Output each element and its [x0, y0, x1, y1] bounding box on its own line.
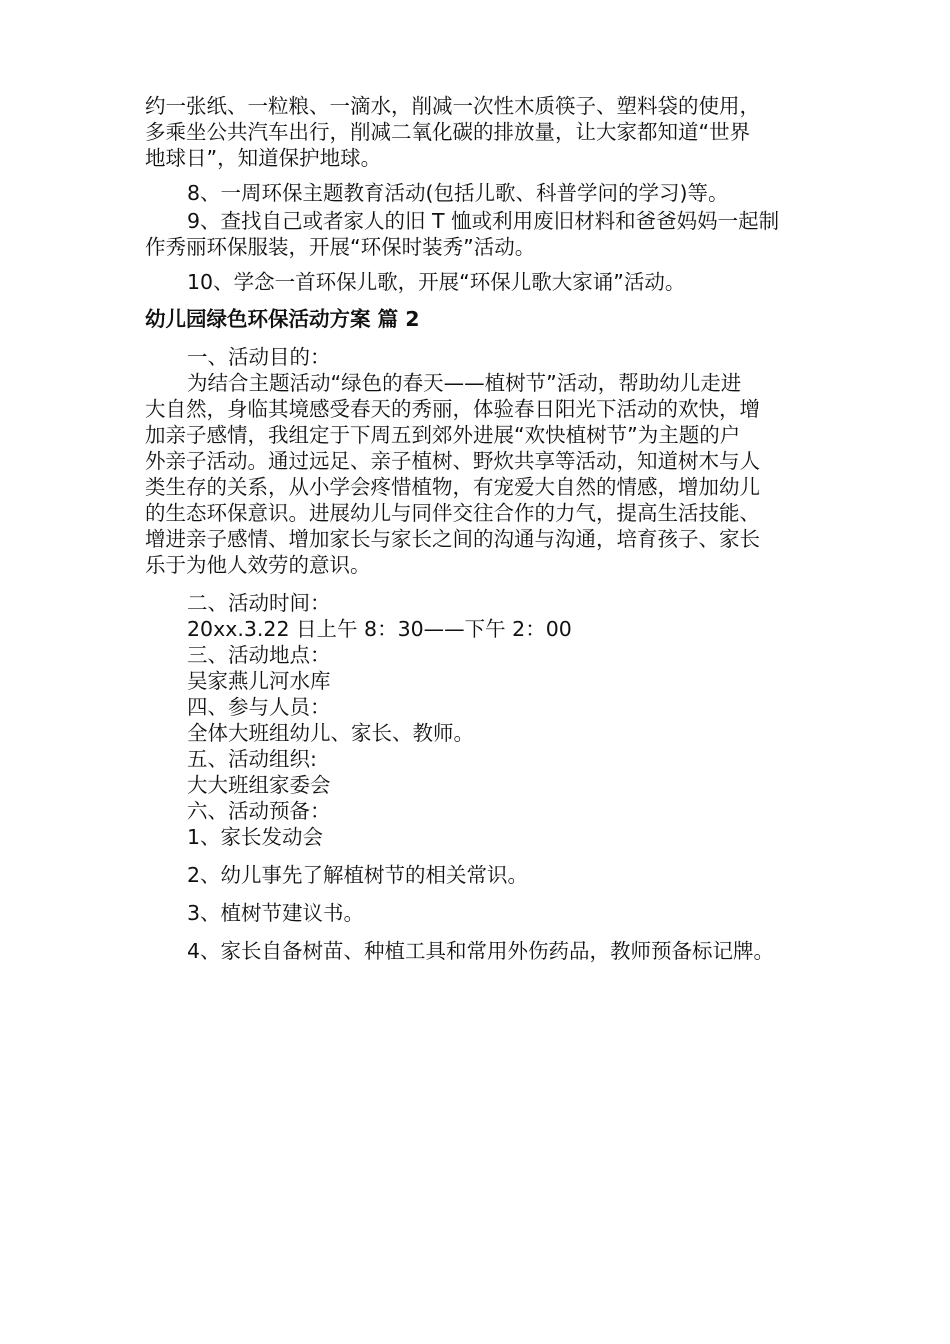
prep-item: 4、家长自备树苗、种植工具和常用外伤药品，教师预备标记牌。 [187, 939, 775, 963]
prep-item: 3、植树节建议书。 [187, 901, 365, 925]
organization-value: 大大班组家委会 [187, 773, 331, 797]
participants-heading: 四、参与人员： [187, 695, 331, 719]
prep-item-3 [145, 900, 810, 926]
paragraph-line: 地球日”，知道保护地球。 [145, 146, 382, 170]
organization-heading: 五、活动组织: [187, 747, 317, 771]
section-heading [145, 306, 810, 332]
details-list [145, 590, 810, 850]
paragraph-line: 的生态环保意识。进展幼儿与同伴交往合作的力气，提高生活技能、 [145, 501, 760, 525]
section-heading-text: 幼儿园绿色环保活动方案 篇 2 [145, 307, 420, 331]
paragraph-line: 为结合主题活动“绿色的春天——植树节”活动，帮助幼儿走进 [187, 371, 742, 395]
purpose-heading [145, 344, 810, 370]
prep-item: 1、家长发动会 [187, 825, 324, 849]
time-heading: 二、活动时间： [187, 591, 331, 615]
purpose-paragraph [145, 370, 810, 578]
paragraph-line: 乐于为他人效劳的意识。 [145, 553, 371, 577]
intro-continuation-paragraph [145, 93, 810, 171]
paragraph-line: 增进亲子感情、增加家长与家长之间的沟通与沟通，培育孩子、家长 [145, 527, 760, 551]
paragraph-line: 加亲子感情，我组定于下周五到郊外进展“欢快植树节”为主题的户 [145, 423, 741, 447]
list-item-text: 9、查找自己或者家人的旧 T 恤或利用废旧材料和爸爸妈妈一起制 [187, 209, 780, 233]
prep-item-4 [145, 938, 810, 964]
list-item-8 [145, 180, 810, 206]
place-heading: 三、活动地点： [187, 643, 331, 667]
paragraph-line: 多乘坐公共汽车出行，削减二氧化碳的排放量，让大家都知道“世界 [145, 120, 751, 144]
place-value: 吴家燕儿河水库 [187, 669, 331, 693]
paragraph-line: 大自然，身临其境感受春天的秀丽，体验春日阳光下活动的欢快，增 [145, 397, 760, 421]
paragraph-line: 外亲子活动。通过远足、亲子植树、野炊共享等活动，知道树木与人 [145, 449, 760, 473]
list-item-text: 8、一周环保主题教育活动(包括儿歌、科普学问的学习)等。 [187, 181, 729, 205]
prep-heading: 六、活动预备： [187, 799, 331, 823]
prep-item: 2、幼儿事先了解植树节的相关常识。 [187, 863, 529, 887]
paragraph-line: 约一张纸、一粒粮、一滴水，削减一次性木质筷子、塑料袋的使用， [145, 94, 760, 118]
list-item-text: 10、学念一首环保儿歌，开展“环保儿歌大家诵”活动。 [187, 270, 686, 294]
time-value: 20xx.3.22 日上午 8：30——下午 2：00 [187, 617, 572, 641]
participants-value: 全体大班组幼儿、家长、教师。 [187, 721, 474, 745]
list-item-10 [145, 269, 810, 295]
heading-text: 一、活动目的： [187, 345, 331, 369]
list-item-text: 作秀丽环保服装，开展“环保时装秀”活动。 [145, 235, 536, 259]
list-item-9 [145, 208, 810, 260]
paragraph-line: 类生存的关系，从小学会疼惜植物，有宠爱大自然的情感，增加幼儿 [145, 475, 760, 499]
prep-item-2 [145, 862, 810, 888]
